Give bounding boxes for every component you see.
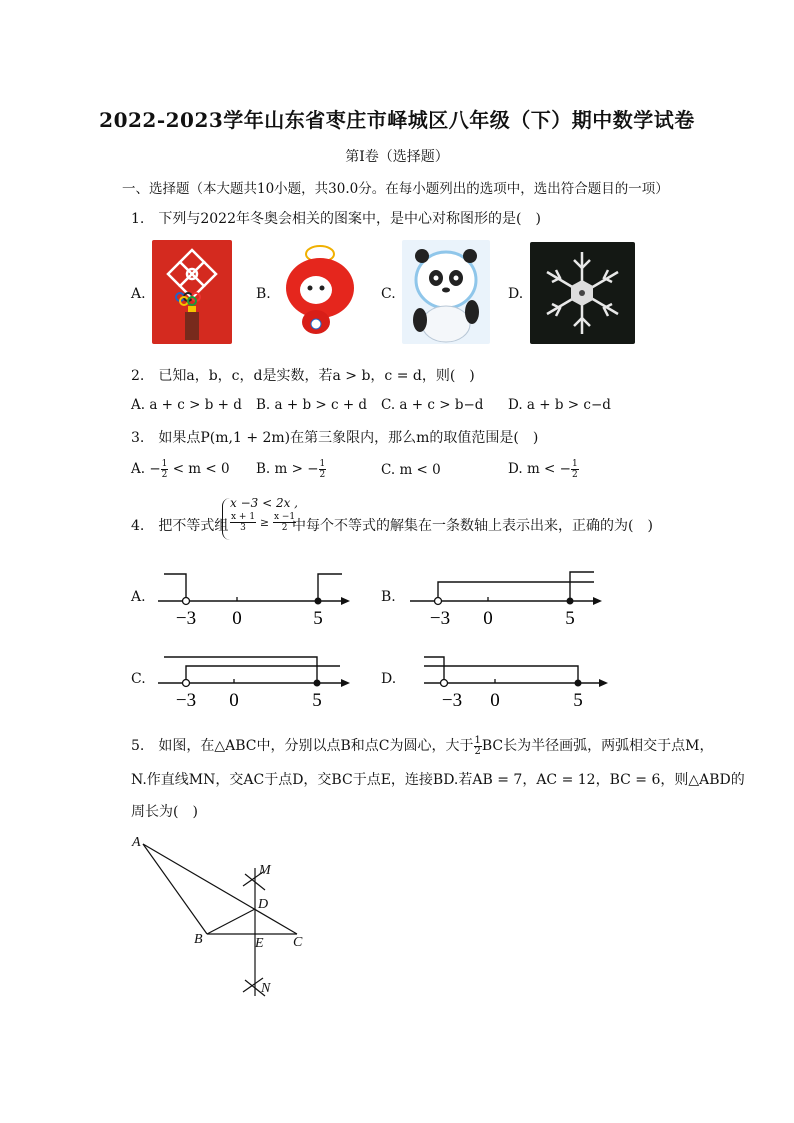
- q4-option-a-numberline[interactable]: [150, 568, 355, 630]
- q3-option-c[interactable]: [381, 462, 441, 478]
- fig-label-E: E: [255, 936, 264, 951]
- q3-a-expr: < m < 0: [172, 461, 230, 477]
- q4-prefix: 4. 把不等式组: [131, 518, 229, 534]
- q3-option-d[interactable]: [508, 459, 579, 480]
- fig-label-C: C: [293, 935, 303, 950]
- q4-a-tick-neg3: −3: [175, 608, 197, 629]
- q3-b-minus: −: [307, 461, 319, 477]
- q4-inequality-2: $\frac{x + 1}{3}$ ≥ $\frac{x -1}{2}$: [231, 512, 296, 533]
- q2-stem: 2. 已知a，b，c，d是实数，若a > b，c = d，则( ): [131, 368, 475, 384]
- q4-option-c-numberline[interactable]: [150, 650, 355, 712]
- q3-a-minus: −: [149, 461, 161, 477]
- fig-label-B: B: [194, 932, 203, 947]
- svg-text:0: 0: [229, 690, 239, 711]
- q2-option-b[interactable]: B. a + b > c + d: [256, 397, 368, 413]
- q3-c-label: C.: [381, 462, 396, 478]
- q3-d-fraction: $\frac{1}{2}$: [571, 459, 578, 480]
- q1-stem: 1. 下列与2022年冬奥会相关的图案中，是中心对称图形的是( ): [131, 211, 541, 227]
- q1-option-a-label: A.: [131, 286, 146, 302]
- q2-option-c[interactable]: C. a + c > b−d: [381, 397, 484, 413]
- fig-label-N: N: [261, 981, 271, 996]
- q4-inequality-1: x −3 < 2x ,: [230, 496, 298, 510]
- q3-c-expr: m < 0: [399, 462, 441, 478]
- q3-d-minus: −: [559, 461, 571, 477]
- q1-option-d-image-snowflake[interactable]: [530, 242, 635, 344]
- q3-d-label: D.: [508, 461, 523, 477]
- q3-b-fraction: $\frac{1}{2}$: [319, 459, 326, 480]
- q4-option-a-label: A.: [131, 589, 146, 605]
- fig-label-D: D: [258, 897, 269, 912]
- q1-option-b-image-lantern-mascot[interactable]: [276, 240, 356, 344]
- q4-a-tick-0: 0: [232, 608, 242, 629]
- section-heading: 一、选择题（本大题共10小题，共30.0分。在每小题列出的选项中，选出符合题目的一项）: [122, 181, 669, 197]
- svg-text:0: 0: [490, 690, 500, 711]
- q1-option-c-image-panda-mascot[interactable]: [402, 240, 490, 344]
- q3-b-expr: m >: [274, 461, 303, 477]
- q5-line-3: 周长为( ): [131, 804, 198, 820]
- q1-option-d-label: D.: [508, 286, 524, 302]
- q4-option-d-label: D.: [381, 671, 397, 687]
- svg-text:−3: −3: [175, 690, 197, 711]
- q1-option-c-label: C.: [381, 286, 396, 302]
- q3-d-expr: m <: [526, 461, 556, 477]
- q3-option-a[interactable]: [131, 459, 230, 480]
- q5-line-1: 5. 如图，在△ABC中，分别以点B和点C为圆心，大于 $\frac{1}{2}$ BC长为半径画弧，两弧相交于点M，: [131, 734, 714, 757]
- svg-text:0: 0: [483, 608, 493, 629]
- svg-text:−3: −3: [441, 690, 463, 711]
- fig-label-M: M: [259, 863, 271, 878]
- volume-subtitle: 第Ⅰ卷（选择题）: [345, 149, 449, 165]
- fig-label-A: A: [132, 835, 141, 850]
- q3-a-fraction: $\frac{1}{2}$: [161, 459, 168, 480]
- svg-text:−3: −3: [429, 608, 451, 629]
- q1-option-b-label: B.: [256, 286, 271, 302]
- exam-title: 2022-2023学年山东省枣庄市峄城区八年级（下）期中数学试卷: [99, 108, 695, 132]
- q5-triangle-figure: [125, 828, 325, 1008]
- q2-option-a[interactable]: A. a + c > b + d: [131, 397, 242, 413]
- svg-text:5: 5: [573, 690, 583, 711]
- svg-text:5: 5: [312, 690, 322, 711]
- svg-text:5: 5: [565, 608, 575, 629]
- q4-option-b-numberline[interactable]: [402, 568, 612, 630]
- q4-suffix: 中每个不等式的解集在一条数轴上表示出来，正确的为( ): [292, 518, 653, 534]
- q3-a-label: A.: [131, 461, 146, 477]
- q3-option-b[interactable]: [256, 459, 326, 480]
- q5-line-2: N.作直线MN，交AC于点D，交BC于点E，连接BD.若AB = 7，AC = 12，BC = 6，则△ABD的: [131, 772, 745, 788]
- q3-b-label: B.: [256, 461, 271, 477]
- q4-a-tick-5: 5: [313, 608, 323, 629]
- q4-option-b-label: B.: [381, 589, 396, 605]
- q2-option-d[interactable]: D. a + b > c−d: [508, 397, 611, 413]
- q1-option-a-image-chinese-knot[interactable]: [152, 240, 232, 344]
- q4-option-c-label: C.: [131, 671, 146, 687]
- q3-stem: 3. 如果点P(m,1 + 2m)在第三象限内，那么m的取值范围是( ): [131, 430, 539, 446]
- q4-option-d-numberline[interactable]: [418, 650, 618, 712]
